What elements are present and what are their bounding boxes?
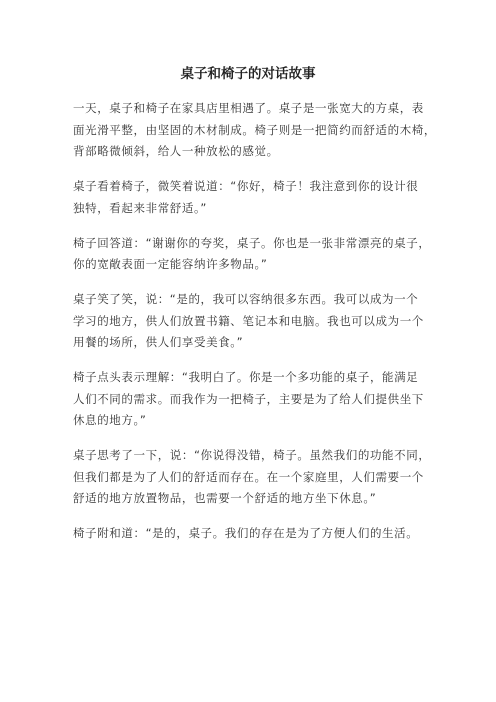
paragraph — [73, 367, 441, 432]
paragraph-line: 椅子回答道：“谢谢你的夸奖，桌子。你也是一张非常漂亮的桌子， — [73, 235, 431, 250]
paragraph-line: 一天，桌子和椅子在家具店里相遇了。桌子是一张宽大的方桌，表 — [73, 101, 424, 115]
paragraph-line: 学习的地方，供人们放置书籍、笔记本和电脑。我也可以成为一个 — [73, 313, 424, 328]
document-body — [73, 98, 441, 558]
paragraph-line: 桌子思考了一下，说：“你说得没错，椅子。虽然我们的功能不同， — [73, 448, 431, 462]
paragraph-line: 椅子点头表示理解：“我明白了。你是一个多功能的桌子，能满足 — [73, 370, 419, 384]
paragraph-line: 人们不同的需求。而我作为一把椅子，主要是为了给人们提供坐下 — [73, 391, 424, 406]
paragraph — [73, 233, 441, 276]
paragraph — [73, 523, 441, 545]
paragraph-line: 舒适的地方放置物品，也需要一个舒适的地方坐下休息。” — [73, 491, 377, 505]
paragraph-line: 面光滑平整，由坚固的木材制成。椅子则是一把简约而舒适的木椅， — [73, 122, 436, 137]
paragraph-line: 你的宽敞表面一定能容纳许多物品。” — [73, 257, 268, 271]
paragraph-line: 休息的地方。” — [73, 413, 147, 427]
paragraph-line: 背部略微倾斜，给人一种放松的感觉。 — [73, 144, 279, 158]
document-title: 桌子和椅子的对话故事 — [180, 66, 316, 82]
paragraph-line: 独特，看起来非常舒适。” — [73, 200, 207, 215]
paragraph — [73, 176, 441, 219]
paragraph — [73, 289, 441, 354]
paragraph — [73, 445, 441, 510]
paragraph-line: 用餐的场所，供人们享受美食。” — [73, 335, 244, 349]
paragraph-line: 但我们都是为了人们的舒适而存在。在一个家庭里，人们需要一个 — [73, 469, 424, 484]
paragraph-line: 椅子附和道：“是的，桌子。我们的存在是为了方便人们的生活。 — [73, 526, 419, 540]
paragraph-line: 桌子看着椅子，微笑着说道：“你好，椅子！我注意到你的设计很 — [73, 179, 419, 193]
paragraph — [73, 98, 441, 163]
paragraph-line: 桌子笑了笑，说：“是的，我可以容纳很多东西。我可以成为一个 — [73, 292, 419, 306]
